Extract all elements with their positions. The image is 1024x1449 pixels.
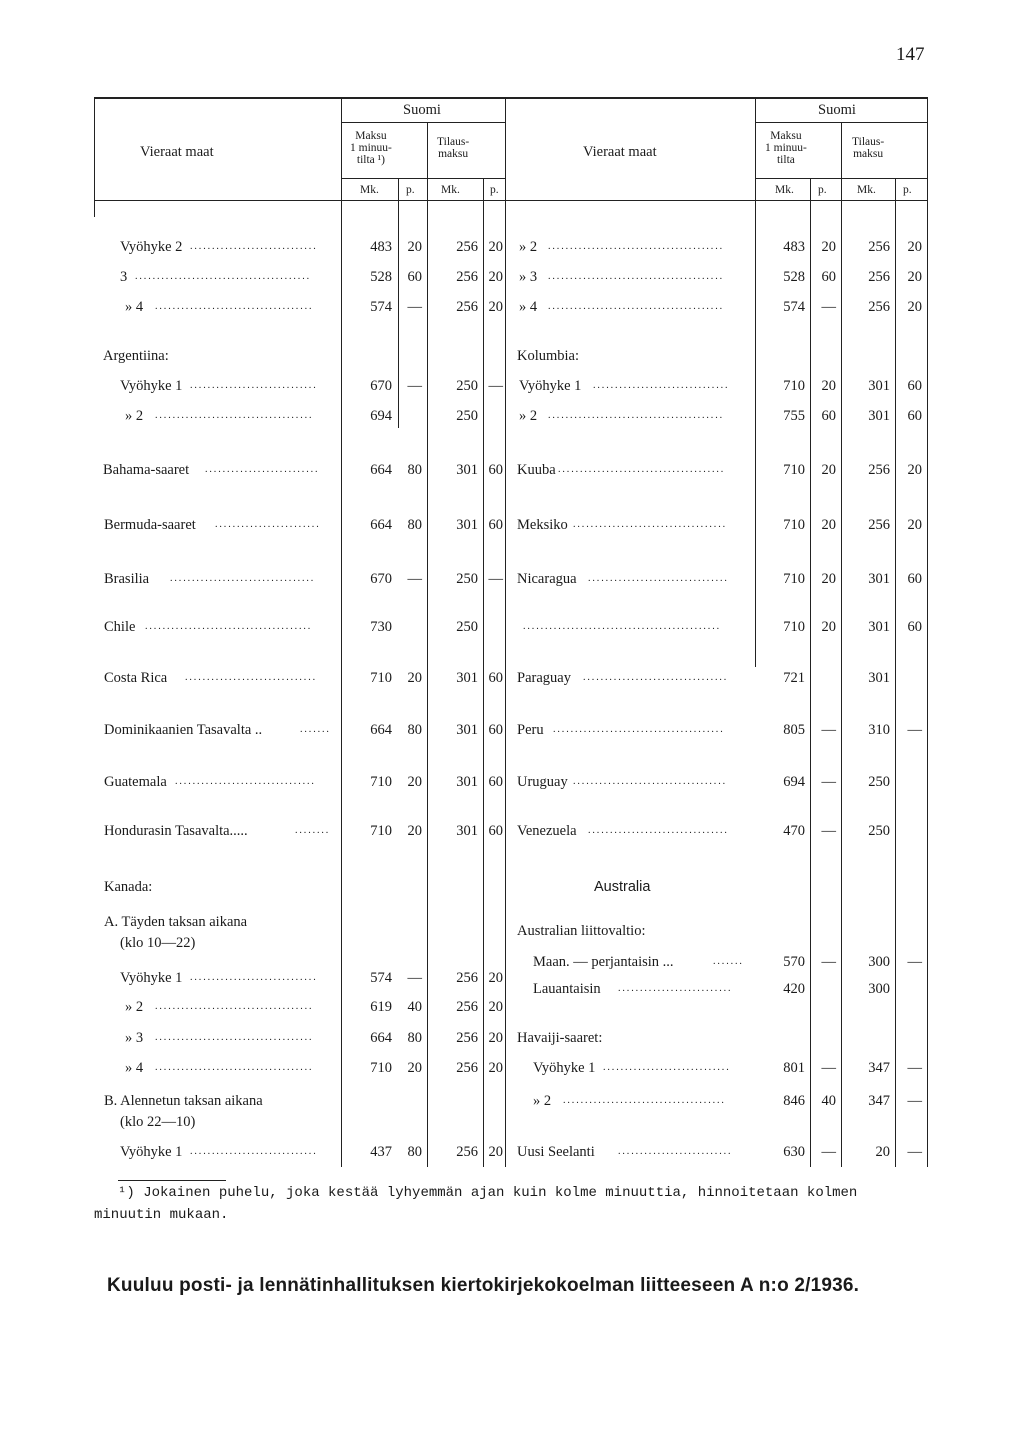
header-p-l2: p. bbox=[490, 184, 499, 196]
row-label-left: (klo 22—10) bbox=[120, 1114, 196, 1130]
cell-mk1: 710 bbox=[370, 670, 392, 686]
row-label-right: Nicaragua bbox=[517, 571, 577, 587]
row-label-left: Vyöhyke 1 bbox=[120, 970, 183, 986]
cell-p1: — bbox=[407, 970, 422, 986]
cell-mk1: 801 bbox=[783, 1060, 805, 1076]
row-label-right: » 2 bbox=[519, 239, 538, 255]
cell-mk1: 710 bbox=[783, 619, 805, 635]
cell-p2: — bbox=[488, 378, 503, 394]
row-label-right: » 4 bbox=[519, 299, 538, 315]
cell-mk2: 256 bbox=[868, 462, 890, 478]
row-label-left: Vyöhyke 2 bbox=[120, 239, 183, 255]
leader-dots: .......................... bbox=[205, 464, 320, 475]
suomi-rule-left bbox=[341, 122, 505, 123]
leader-dots: ................................ bbox=[588, 573, 729, 584]
cell-mk2: 250 bbox=[456, 378, 478, 394]
cell-p1: 20 bbox=[821, 462, 836, 478]
cell-mk1: 574 bbox=[370, 970, 392, 986]
cell-mk2: 20 bbox=[875, 1144, 890, 1160]
cell-mk1: 670 bbox=[370, 378, 392, 394]
row-label-left: Bermuda-saaret bbox=[104, 517, 196, 533]
row-label-right: Vyöhyke 1 bbox=[519, 378, 582, 394]
leader-dots: .................................... bbox=[155, 301, 314, 312]
cell-p2: — bbox=[488, 571, 503, 587]
cell-mk2: 256 bbox=[456, 1144, 478, 1160]
cell-mk2: 301 bbox=[868, 619, 890, 635]
cell-mk2: 256 bbox=[456, 1030, 478, 1046]
leader-dots: ................................ bbox=[175, 776, 316, 787]
cell-p1: 80 bbox=[407, 462, 422, 478]
cell-p1: — bbox=[821, 299, 836, 315]
page-number: 147 bbox=[896, 44, 925, 65]
bottom-note: Kuuluu posti- ja lennätinhallituksen kiertokirjekokoelman liitteeseen A n:o 2/1936. bbox=[107, 1275, 860, 1296]
cell-p2: 20 bbox=[907, 269, 922, 285]
cell-p2: 60 bbox=[907, 571, 922, 587]
cell-mk1: 694 bbox=[783, 774, 805, 790]
cell-p1: 20 bbox=[407, 774, 422, 790]
cell-mk1: 630 bbox=[783, 1144, 805, 1160]
header-suomi-left: Suomi bbox=[403, 102, 441, 118]
cell-mk2: 301 bbox=[456, 670, 478, 686]
header-p-r1: p. bbox=[818, 184, 827, 196]
row-label-left: 3 bbox=[120, 269, 128, 285]
leader-dots: .............................. bbox=[185, 672, 317, 683]
cell-mk2: 301 bbox=[868, 378, 890, 394]
row-label-right: » 3 bbox=[519, 269, 538, 285]
leader-dots: ....... bbox=[300, 724, 331, 735]
cell-mk1: 670 bbox=[370, 571, 392, 587]
cell-mk1: 664 bbox=[370, 517, 392, 533]
row-label-right: Havaiji-saaret: bbox=[517, 1030, 603, 1046]
cell-p2: 20 bbox=[488, 970, 503, 986]
cell-p1: 20 bbox=[407, 670, 422, 686]
cell-p2: — bbox=[907, 954, 922, 970]
cell-p1: 20 bbox=[821, 619, 836, 635]
leader-dots: ................................... bbox=[573, 776, 727, 787]
cell-mk1: 694 bbox=[370, 408, 392, 424]
leader-dots: ........................................ bbox=[548, 241, 724, 252]
header-country-left: Vieraat maat bbox=[140, 144, 214, 160]
cell-mk2: 250 bbox=[456, 571, 478, 587]
leader-dots: .......................... bbox=[618, 983, 733, 994]
cell-p1: 20 bbox=[407, 823, 422, 839]
row-label-right: Kolumbia: bbox=[517, 348, 580, 364]
cell-p1: — bbox=[407, 299, 422, 315]
leader-dots: ........................................ bbox=[548, 271, 724, 282]
leader-dots: ................................... bbox=[573, 519, 727, 530]
cell-mk1: 710 bbox=[370, 774, 392, 790]
header-p-l1: p. bbox=[406, 184, 415, 196]
cell-mk2: 301 bbox=[868, 408, 890, 424]
cell-p2: 60 bbox=[488, 670, 503, 686]
cell-p2: 60 bbox=[907, 378, 922, 394]
cell-mk2: 256 bbox=[868, 299, 890, 315]
leader-dots: .................................... bbox=[155, 1001, 314, 1012]
cell-p1: 20 bbox=[407, 239, 422, 255]
mk-rule-left bbox=[341, 178, 505, 179]
header-tilaus-left: Tilaus- maksu bbox=[437, 136, 470, 160]
cell-p1: 20 bbox=[821, 378, 836, 394]
cell-p1: 20 bbox=[821, 239, 836, 255]
cell-mk2: 300 bbox=[868, 954, 890, 970]
table-left-rule bbox=[94, 97, 95, 217]
cell-p2: 20 bbox=[488, 239, 503, 255]
header-p-r2: p. bbox=[903, 184, 912, 196]
cell-mk2: 310 bbox=[868, 722, 890, 738]
cell-p1: 80 bbox=[407, 1030, 422, 1046]
cell-p1: — bbox=[821, 823, 836, 839]
cell-p2: 60 bbox=[488, 774, 503, 790]
cell-p2: — bbox=[907, 1093, 922, 1109]
header-mk-r2: Mk. bbox=[857, 184, 876, 196]
cell-p1: 60 bbox=[821, 408, 836, 424]
row-label-left: » 2 bbox=[125, 999, 144, 1015]
cell-p2: 20 bbox=[488, 269, 503, 285]
cell-mk2: 256 bbox=[456, 299, 478, 315]
row-label-right: Uruguay bbox=[517, 774, 568, 790]
cell-mk1: 570 bbox=[783, 954, 805, 970]
cell-p2: 20 bbox=[907, 517, 922, 533]
row-label-left: Kanada: bbox=[104, 879, 153, 895]
row-label-right: Peru bbox=[517, 722, 544, 738]
row-label-right: » 2 bbox=[519, 408, 538, 424]
cell-mk2: 301 bbox=[868, 670, 890, 686]
cell-mk2: 250 bbox=[456, 408, 478, 424]
cell-p1: 80 bbox=[407, 722, 422, 738]
leader-dots: ................................. bbox=[583, 672, 729, 683]
cell-mk1: 574 bbox=[783, 299, 805, 315]
cell-mk2: 301 bbox=[868, 571, 890, 587]
cell-mk1: 805 bbox=[783, 722, 805, 738]
footnote-line-2: minuutin mukaan. bbox=[94, 1207, 229, 1223]
cell-mk1: 483 bbox=[370, 239, 392, 255]
cell-mk1: 710 bbox=[370, 1060, 392, 1076]
row-label-right: Meksiko bbox=[517, 517, 568, 533]
row-label-right: Australian liittovaltio: bbox=[517, 923, 646, 939]
row-label-left: » 4 bbox=[125, 299, 144, 315]
leader-dots: .......................... bbox=[618, 1146, 733, 1157]
header-bottom-rule bbox=[94, 200, 928, 201]
cell-p1: — bbox=[407, 571, 422, 587]
cell-p2: 60 bbox=[488, 517, 503, 533]
cell-mk2: 301 bbox=[456, 823, 478, 839]
cell-mk1: 710 bbox=[370, 823, 392, 839]
cell-p1: 80 bbox=[407, 1144, 422, 1160]
row-label-right: Uusi Seelanti bbox=[517, 1144, 595, 1160]
cell-p1: 20 bbox=[821, 571, 836, 587]
leader-dots: ..................................... bbox=[563, 1095, 726, 1106]
cell-mk2: 256 bbox=[868, 239, 890, 255]
cell-mk2: 256 bbox=[456, 999, 478, 1015]
header-country-right: Vieraat maat bbox=[583, 144, 657, 160]
cell-p1: 40 bbox=[407, 999, 422, 1015]
row-label-left: Argentiina: bbox=[103, 348, 169, 364]
leader-dots: ...................................... bbox=[558, 464, 726, 475]
leader-dots: ....................................... bbox=[553, 724, 725, 735]
cell-p1: — bbox=[821, 1144, 836, 1160]
cell-mk2: 301 bbox=[456, 462, 478, 478]
cell-p2: 60 bbox=[488, 462, 503, 478]
leader-dots: ............................. bbox=[603, 1062, 731, 1073]
cell-p2: 20 bbox=[907, 239, 922, 255]
cell-mk2: 250 bbox=[868, 774, 890, 790]
row-label-left: Chile bbox=[104, 619, 136, 635]
leader-dots: ........................................ bbox=[548, 301, 724, 312]
table-right-rule bbox=[927, 97, 928, 1167]
cell-p1: 60 bbox=[407, 269, 422, 285]
row-label-right: Lauantaisin bbox=[533, 981, 601, 997]
cell-p1: — bbox=[821, 774, 836, 790]
cell-p2: — bbox=[907, 1144, 922, 1160]
cell-mk2: 347 bbox=[868, 1060, 890, 1076]
leader-dots: ........................................ bbox=[548, 410, 724, 421]
cell-mk2: 256 bbox=[456, 1060, 478, 1076]
row-label-right: Kuuba bbox=[517, 462, 556, 478]
row-label-right: Australia bbox=[594, 879, 651, 895]
cell-p2: 20 bbox=[907, 462, 922, 478]
cell-p1: 20 bbox=[407, 1060, 422, 1076]
leader-dots: ............................. bbox=[190, 1146, 318, 1157]
cell-mk1: 528 bbox=[783, 269, 805, 285]
cell-p1: — bbox=[821, 722, 836, 738]
cell-mk1: 710 bbox=[783, 462, 805, 478]
cell-mk2: 250 bbox=[456, 619, 478, 635]
cell-mk2: 256 bbox=[456, 970, 478, 986]
cell-mk1: 755 bbox=[783, 408, 805, 424]
cell-mk1: 721 bbox=[783, 670, 805, 686]
cell-p2: 20 bbox=[488, 299, 503, 315]
col-rule-r2 bbox=[810, 178, 811, 1167]
cell-mk2: 301 bbox=[456, 517, 478, 533]
row-label-left: B. Alennetun taksan aikana bbox=[104, 1093, 263, 1109]
cell-p2: 20 bbox=[488, 1060, 503, 1076]
leader-dots: ....... bbox=[713, 956, 744, 967]
cell-mk2: 347 bbox=[868, 1093, 890, 1109]
row-label-right: Maan. — perjantaisin ... bbox=[533, 954, 674, 970]
cell-mk1: 470 bbox=[783, 823, 805, 839]
cell-p2: — bbox=[907, 1060, 922, 1076]
row-label-left: Dominikaanien Tasavalta .. bbox=[104, 722, 263, 738]
row-label-left: Brasilia bbox=[104, 571, 150, 587]
cell-p1: 80 bbox=[407, 517, 422, 533]
header-mk-l2: Mk. bbox=[441, 184, 460, 196]
cell-p2: 60 bbox=[907, 408, 922, 424]
footnote-line-1: ¹) Jokainen puhelu, joka kestää lyhyemmän ajan kuin kolme minuuttia, hinnoitetaan kolmen bbox=[118, 1185, 858, 1201]
header-maksu-right: Maksu 1 minuu- tilta bbox=[765, 130, 807, 166]
leader-dots: ........................................ bbox=[135, 271, 311, 282]
cell-p1: 40 bbox=[821, 1093, 836, 1109]
leader-dots: ........ bbox=[295, 825, 331, 836]
cell-mk1: 846 bbox=[783, 1093, 805, 1109]
row-label-left: Vyöhyke 1 bbox=[120, 378, 183, 394]
table-top-rule bbox=[94, 97, 928, 99]
cell-p2: 20 bbox=[907, 299, 922, 315]
cell-p1: — bbox=[821, 1060, 836, 1076]
row-label-left: » 3 bbox=[125, 1030, 144, 1046]
cell-mk1: 619 bbox=[370, 999, 392, 1015]
cell-mk1: 437 bbox=[370, 1144, 392, 1160]
cell-mk1: 664 bbox=[370, 462, 392, 478]
cell-mk1: 420 bbox=[783, 981, 805, 997]
cell-mk1: 574 bbox=[370, 299, 392, 315]
leader-dots: ................................. bbox=[170, 573, 316, 584]
header-suomi-right: Suomi bbox=[818, 102, 856, 118]
row-label-right: Paraguay bbox=[517, 670, 571, 686]
cell-p2: 60 bbox=[488, 722, 503, 738]
row-label-left: » 4 bbox=[125, 1060, 144, 1076]
header-maksu-left: Maksu 1 minuu- tilta ¹) bbox=[350, 130, 392, 166]
footnote-rule bbox=[118, 1180, 226, 1181]
cell-mk1: 664 bbox=[370, 722, 392, 738]
row-label-left: Guatemala bbox=[104, 774, 167, 790]
row-label-left: » 2 bbox=[125, 408, 144, 424]
cell-p1: 60 bbox=[821, 269, 836, 285]
leader-dots: .................................... bbox=[155, 1062, 314, 1073]
cell-mk2: 301 bbox=[456, 774, 478, 790]
leader-dots: ...................................... bbox=[145, 621, 313, 632]
cell-mk1: 710 bbox=[783, 378, 805, 394]
row-label-right: » 2 bbox=[533, 1093, 552, 1109]
row-label-right: Vyöhyke 1 bbox=[533, 1060, 596, 1076]
leader-dots: ................................ bbox=[588, 825, 729, 836]
leader-dots: .................................... bbox=[155, 410, 314, 421]
cell-mk2: 256 bbox=[456, 269, 478, 285]
cell-mk2: 256 bbox=[868, 517, 890, 533]
header-tilaus-right: Tilaus- maksu bbox=[852, 136, 885, 160]
col-rule-r4 bbox=[895, 178, 896, 1167]
cell-p1: 20 bbox=[821, 517, 836, 533]
cell-p2: 20 bbox=[488, 1144, 503, 1160]
cell-p1: — bbox=[407, 378, 422, 394]
leader-dots: ........................ bbox=[215, 519, 321, 530]
cell-p2: — bbox=[907, 722, 922, 738]
cell-mk1: 483 bbox=[783, 239, 805, 255]
leader-dots: .................................... bbox=[155, 1032, 314, 1043]
row-label-left: Costa Rica bbox=[104, 670, 168, 686]
cell-mk1: 664 bbox=[370, 1030, 392, 1046]
cell-p2: 20 bbox=[488, 999, 503, 1015]
cell-mk2: 256 bbox=[456, 239, 478, 255]
cell-p2: 60 bbox=[488, 823, 503, 839]
cell-mk2: 301 bbox=[456, 722, 478, 738]
row-label-left: (klo 10—22) bbox=[120, 935, 196, 951]
cell-mk1: 528 bbox=[370, 269, 392, 285]
leader-dots: ............................. bbox=[190, 380, 318, 391]
header-mk-r1: Mk. bbox=[775, 184, 794, 196]
leader-dots: ............................. bbox=[190, 241, 318, 252]
cell-mk2: 250 bbox=[868, 823, 890, 839]
cell-mk1: 710 bbox=[783, 571, 805, 587]
row-label-left: A. Täyden taksan aikana bbox=[104, 914, 248, 930]
cell-p1: — bbox=[821, 954, 836, 970]
header-mk-l1: Mk. bbox=[360, 184, 379, 196]
row-label-left: Bahama-saaret bbox=[103, 462, 190, 478]
leader-dots: ............................. bbox=[190, 972, 318, 983]
cell-p2: 60 bbox=[907, 619, 922, 635]
row-label-left: Hondurasin Tasavalta..... bbox=[104, 823, 248, 839]
row-label-right: Venezuela bbox=[517, 823, 577, 839]
row-label-left: Vyöhyke 1 bbox=[120, 1144, 183, 1160]
cell-p2: 20 bbox=[488, 1030, 503, 1046]
cell-mk1: 730 bbox=[370, 619, 392, 635]
leader-dots: ............................... bbox=[593, 380, 730, 391]
cell-mk2: 300 bbox=[868, 981, 890, 997]
leader-dots: ............................................. bbox=[523, 621, 721, 632]
cell-mk2: 256 bbox=[868, 269, 890, 285]
table-middle-rule bbox=[505, 97, 506, 1167]
cell-mk1: 710 bbox=[783, 517, 805, 533]
